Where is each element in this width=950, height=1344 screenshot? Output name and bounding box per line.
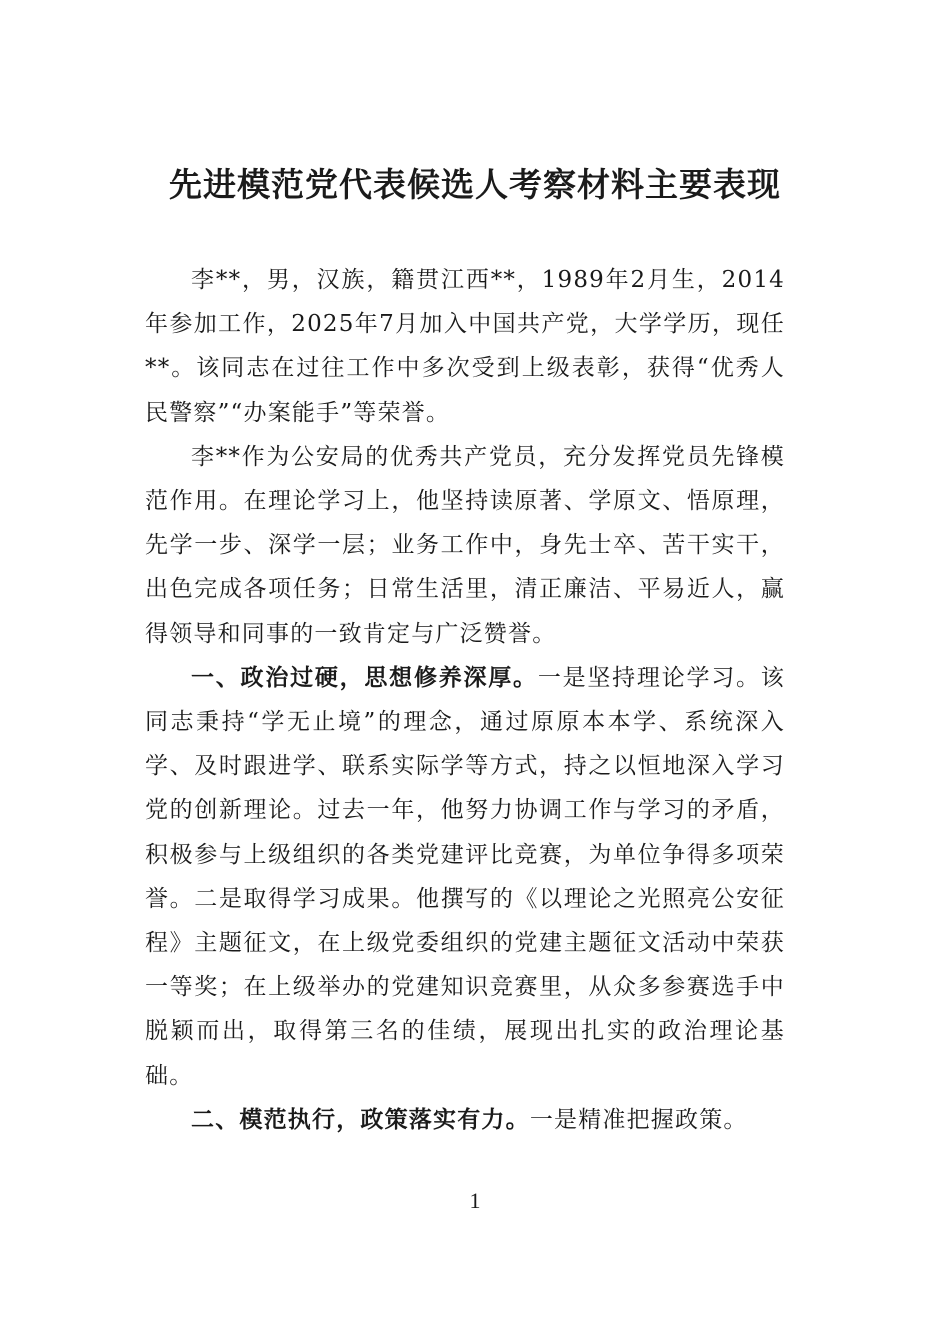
paragraph-text: 李**作为公安局的优秀共产党员，充分发挥党员先锋模范作用。在理论学习上，他坚持读原著、学原文、悟原理，先学一步、深学一层；业务工作中，身先士卒、苦干实干，出色完成各项任务；日常生活里，清正廉洁、平易近人，赢得领导和同事的一致肯定与广泛赞誉。 [145, 443, 785, 647]
page-number: 1 [469, 1188, 481, 1213]
paragraph-policy [145, 1098, 785, 1142]
document-body [145, 258, 785, 1142]
paragraph-text: 一是坚持理论学习。该同志秉持“学无止境”的理念，通过原原本本学、系统深入学、及时跟进学、联系实际学等方式，持之以恒地深入学习党的创新理论。过去一年，他努力协调工作与学习的矛盾，积极参与上级组织的各类党建评比竞赛，为单位争得多项荣誉。二是取得学习成果。他撰写的《以理论之光照亮公安征程》主题征文，在上级党委组织的党建主题征文活动中荣获一等奖；在上级举办的党建知识竞赛里，从众多参赛选手中脱颖而出，取得第三名的佳绩，展现出扎实的政治理论基础。 [145, 664, 785, 1089]
paragraph-summary [145, 435, 785, 656]
paragraph-text: 李**，男，汉族，籍贯江西**，1989年2月生，2014年参加工作，2025年7月加入中国共产党，大学学历，现任**。该同志在过往工作中多次受到上级表彰，获得“优秀人民警察”“办案能手”等荣誉。 [145, 267, 785, 426]
document-title: 先进模范党代表候选人考察材料主要表现 [169, 165, 781, 204]
section-heading: 二、模范执行，政策落实有力。 [191, 1106, 530, 1133]
paragraph-text: 一是精准把握政策。 [529, 1106, 748, 1133]
section-heading: 一、政治过硬，思想修养深厚。 [191, 664, 538, 691]
paragraph-profile [145, 258, 785, 435]
paragraph-political [145, 656, 785, 1098]
